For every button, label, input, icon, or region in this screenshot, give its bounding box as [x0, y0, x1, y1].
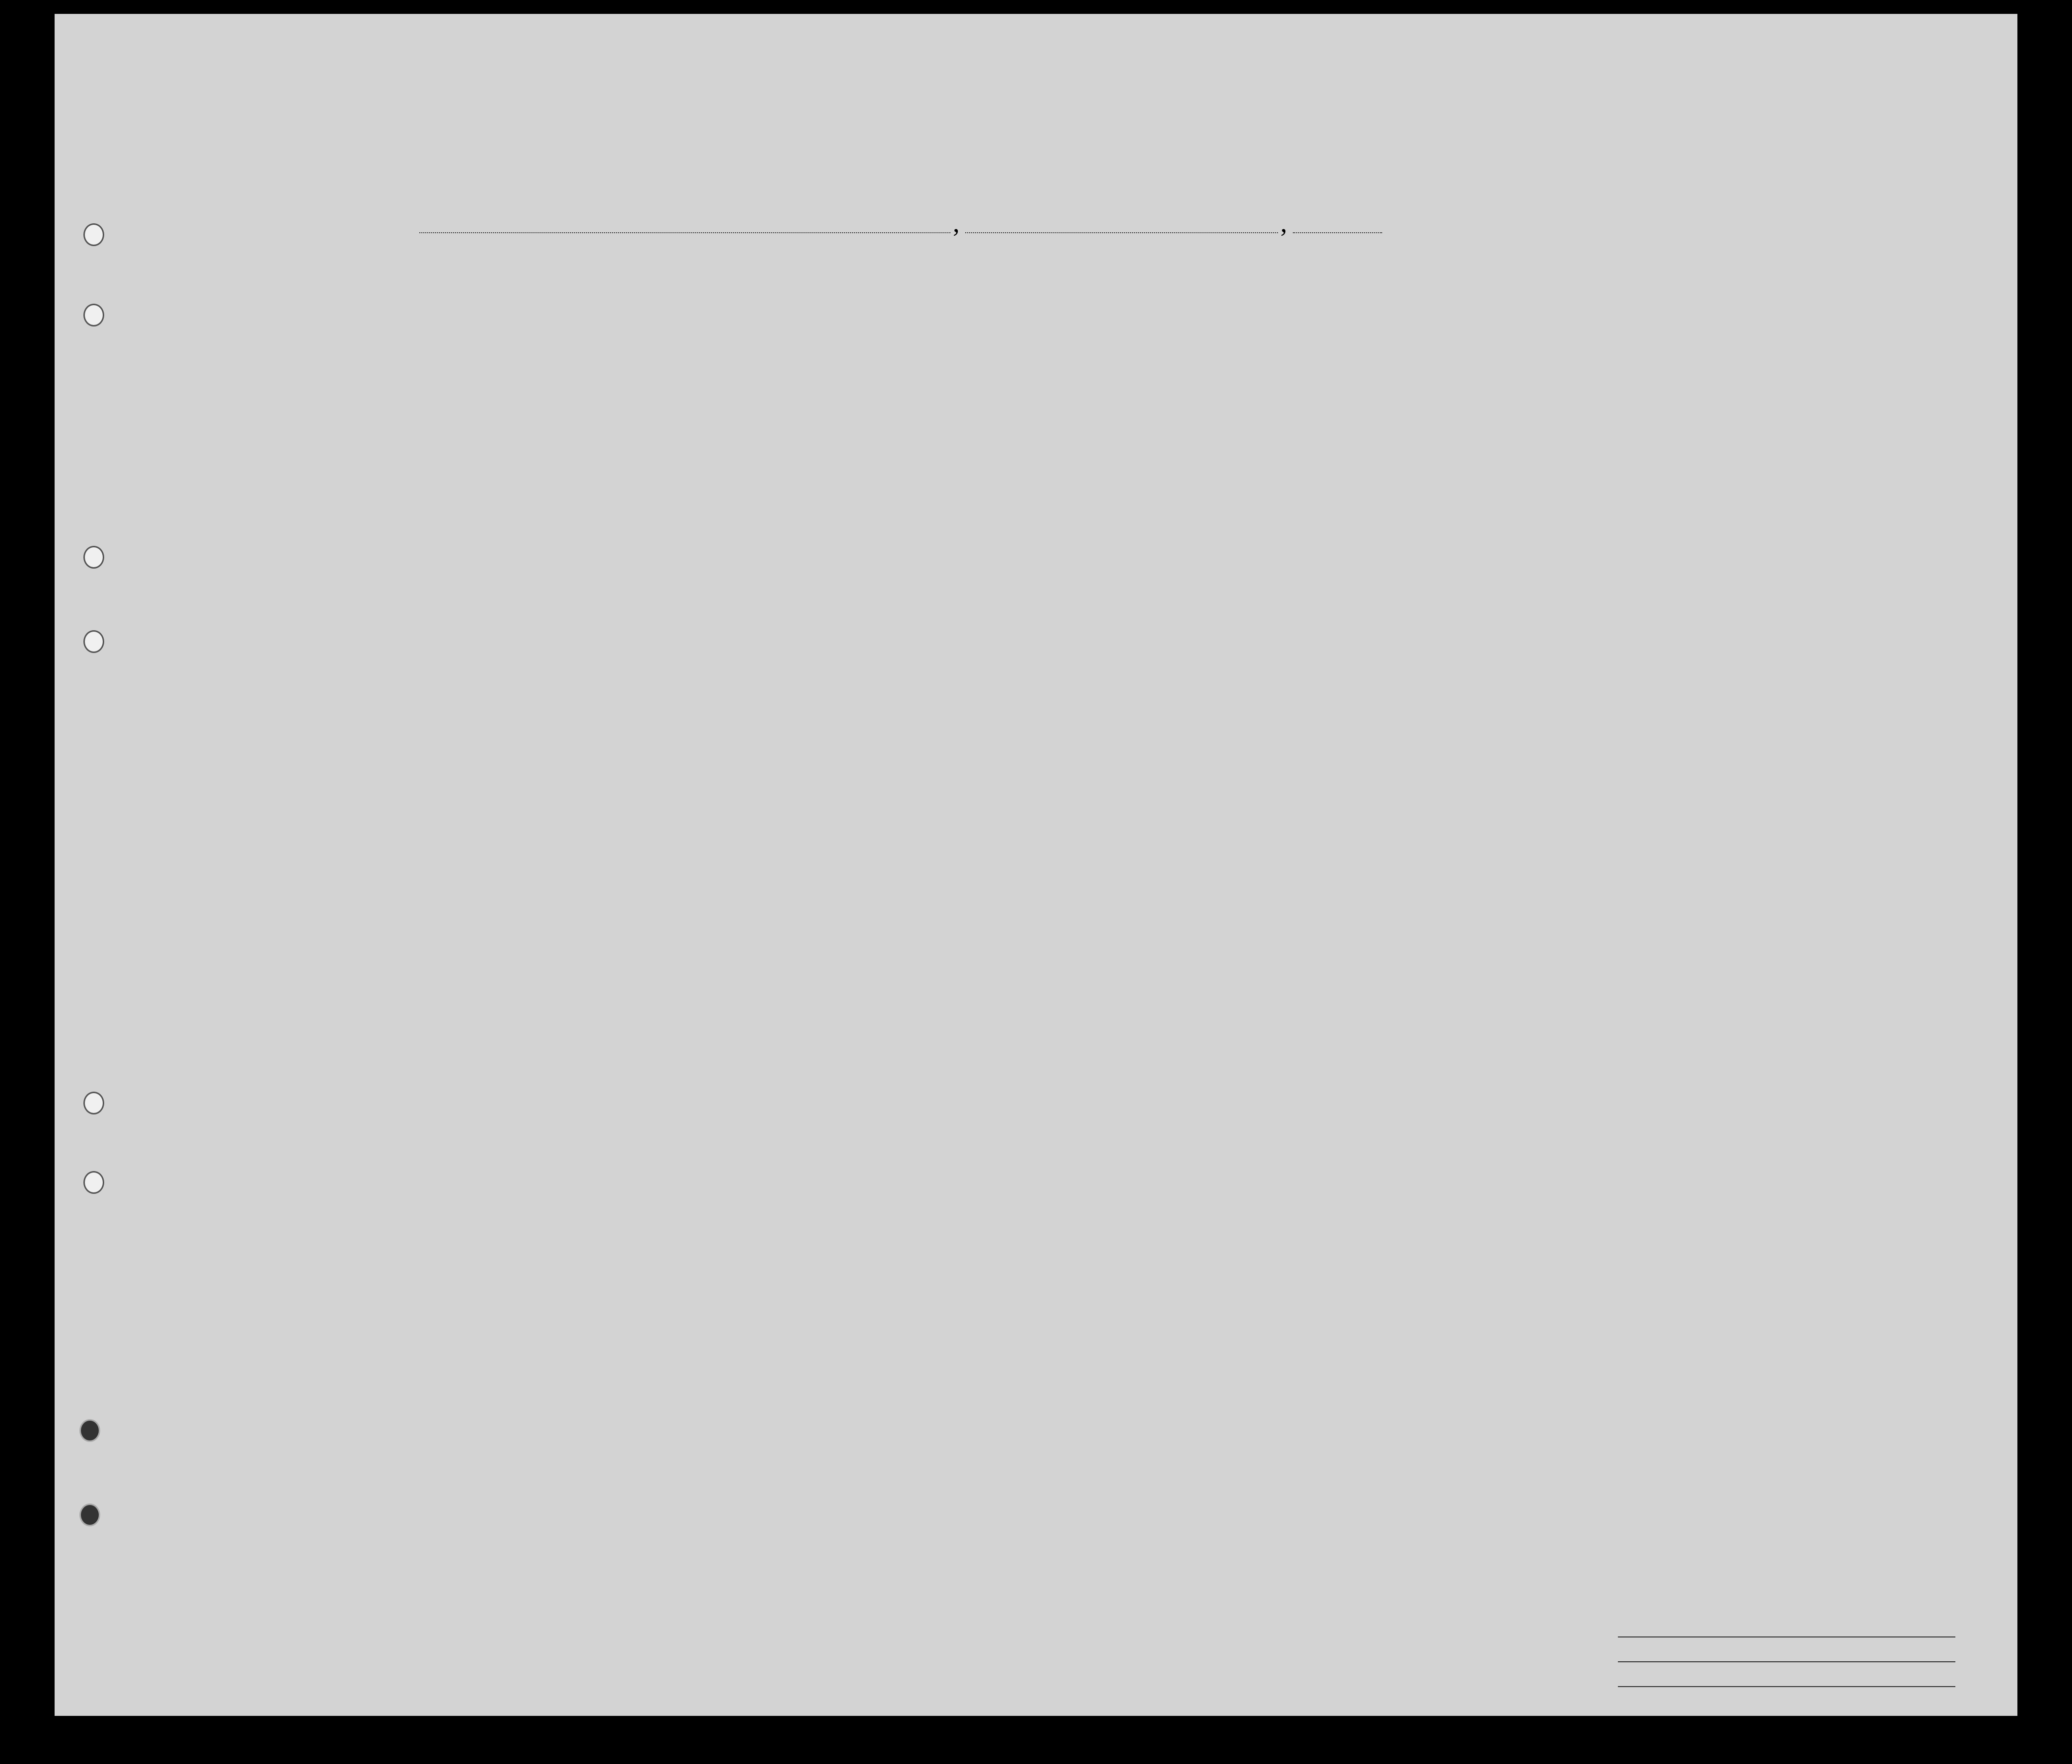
binder-hole	[79, 1503, 100, 1526]
binder-hole	[83, 1092, 104, 1114]
header-purpose-citizen	[1253, 312, 1275, 411]
comma: ,	[953, 208, 960, 238]
binder-hole	[83, 630, 104, 653]
header-prison	[1283, 292, 1313, 411]
comma: ,	[1280, 208, 1287, 238]
table-grid	[55, 14, 2017, 1716]
header-feet	[1613, 361, 1630, 411]
line-rule	[1618, 1636, 1955, 1637]
header-ticket	[572, 282, 597, 411]
binder-hole	[83, 223, 104, 246]
header-fifty-dollars	[690, 282, 715, 411]
header-purpose-return	[1197, 312, 1219, 411]
header-anarchist	[1335, 292, 1352, 411]
header-labor-offer	[1400, 292, 1434, 411]
manifest-sheet	[55, 14, 2017, 1716]
header-arrested	[1458, 292, 1478, 411]
local-agents-rule	[1618, 1686, 1955, 1687]
header-inches	[1635, 361, 1655, 411]
header-overthrow	[1355, 292, 1397, 411]
binder-hole	[83, 304, 104, 327]
header-purpose-length	[1226, 312, 1248, 411]
owners-rule	[1618, 1661, 1955, 1662]
header-excluded	[1437, 292, 1457, 411]
binder-hole	[79, 1419, 100, 1442]
binder-hole	[83, 1171, 104, 1194]
binder-hole	[83, 546, 104, 569]
header-polygamist	[1315, 292, 1333, 411]
